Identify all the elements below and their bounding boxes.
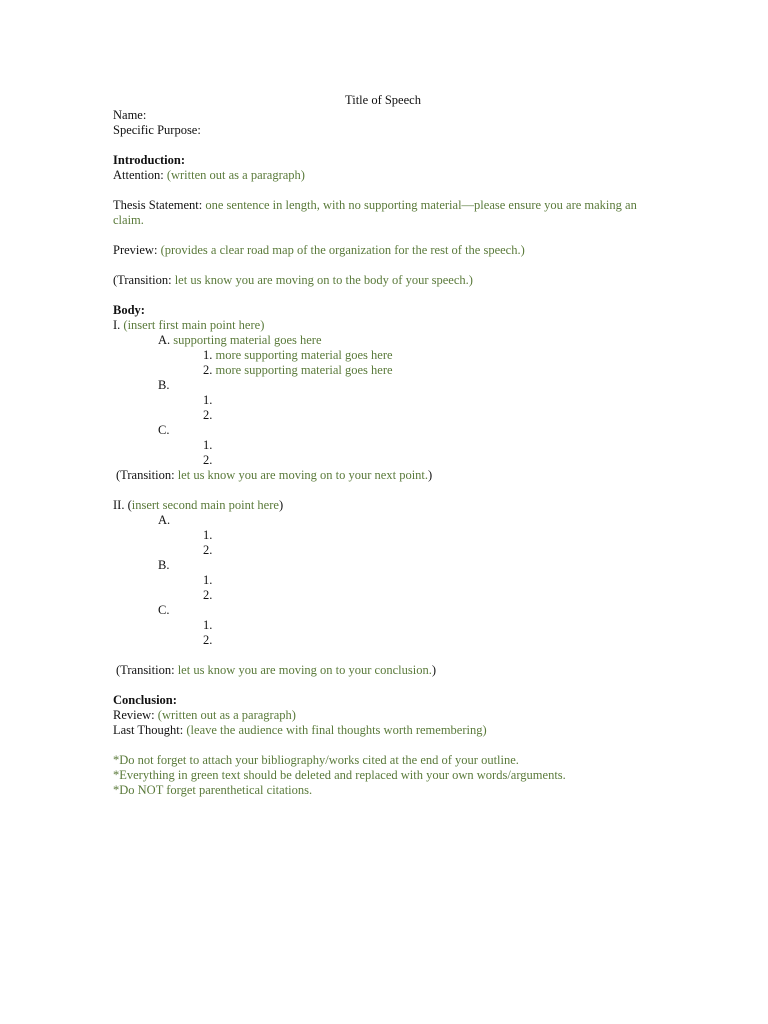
transition-2-line (113, 663, 653, 678)
subpoint-2a1: 1. (203, 528, 213, 542)
subpoint-label: 1. (203, 348, 213, 362)
name-label: Name: (113, 108, 147, 122)
subpoint-2c2: 2. (203, 633, 213, 647)
transition-close: ) (428, 468, 433, 482)
subpoint-1a (113, 333, 653, 348)
preview-line (113, 243, 653, 258)
subpoint-2c: C. (158, 603, 170, 617)
attention-guide: (written out as a paragraph) (166, 168, 305, 182)
main-point-2 (113, 498, 653, 513)
main-point-1-numeral: I. (113, 318, 121, 332)
subpoint-guide: more supporting material goes here (215, 348, 393, 362)
main-point-2-guide: insert second main point here (131, 498, 279, 512)
subpoint-label: A. (158, 333, 171, 347)
transition-label: (Transition: (113, 273, 172, 287)
subpoint-2b: B. (158, 558, 170, 572)
subpoint-1b2: 2. (203, 408, 213, 422)
thesis-line (113, 198, 653, 228)
subpoint-guide: supporting material goes here (173, 333, 322, 347)
review-label: Review: (113, 708, 155, 722)
main-point-2-close: ) (278, 498, 284, 512)
review-guide: (written out as a paragraph) (157, 708, 296, 722)
subpoint-1a1 (113, 348, 653, 363)
preview-label: Preview: (113, 243, 158, 257)
last-thought-label: Last Thought: (113, 723, 184, 737)
intro-transition-line (113, 273, 653, 288)
attention-line (113, 168, 653, 183)
subpoint-1c: C. (158, 423, 170, 437)
note-bibliography: *Do not forget to attach your bibliography/works cited at the end of your outline. (113, 753, 519, 767)
introduction-heading: Introduction: (113, 153, 186, 167)
subpoint-1c2: 2. (203, 453, 213, 467)
conclusion-heading: Conclusion: (113, 693, 177, 707)
speech-title: Title of Speech (345, 93, 421, 107)
attention-label: Attention: (113, 168, 164, 182)
review-line (113, 708, 653, 723)
subpoint-1c1: 1. (203, 438, 213, 452)
main-point-1-guide: (insert first main point here) (123, 318, 265, 332)
subpoint-guide: more supporting material goes here (215, 363, 393, 377)
transition-1-line (113, 468, 653, 483)
subpoint-label: 2. (203, 363, 213, 377)
last-thought-guide: (leave the audience with final thoughts worth remembering) (186, 723, 487, 737)
body-heading: Body: (113, 303, 145, 317)
preview-guide: (provides a clear road map of the organization for the rest of the speech.) (160, 243, 525, 257)
specific-purpose-label: Specific Purpose: (113, 123, 201, 137)
last-thought-line (113, 723, 653, 738)
note-citations: *Do NOT forget parenthetical citations. (113, 783, 313, 797)
note-green-text: *Everything in green text should be deleted and replaced with your own words/arguments. (113, 768, 566, 782)
thesis-guide: one sentence in length, with no supporting material—please ensure you are making an claim. (113, 198, 637, 227)
subpoint-2b2: 2. (203, 588, 213, 602)
subpoint-2b1: 1. (203, 573, 213, 587)
subpoint-1b: B. (158, 378, 170, 392)
thesis-label: Thesis Statement: (113, 198, 203, 212)
subpoint-2c1: 1. (203, 618, 213, 632)
transition-close: ) (431, 663, 437, 677)
document-page (113, 93, 653, 798)
subpoint-1a2 (113, 363, 653, 378)
subpoint-2a2: 2. (203, 543, 213, 557)
transition-label: (Transition: (116, 663, 175, 677)
transition-guide: let us know you are moving on to your next point. (177, 468, 429, 482)
subpoint-1b1: 1. (203, 393, 213, 407)
subpoint-2a: A. (158, 513, 171, 527)
main-point-1 (113, 318, 653, 333)
transition-guide: let us know you are moving on to your conclusion. (177, 663, 432, 677)
main-point-2-numeral: II. ( (113, 498, 132, 512)
transition-guide: let us know you are moving on to the body of your speech.) (174, 273, 473, 287)
transition-label: (Transition: (116, 468, 175, 482)
